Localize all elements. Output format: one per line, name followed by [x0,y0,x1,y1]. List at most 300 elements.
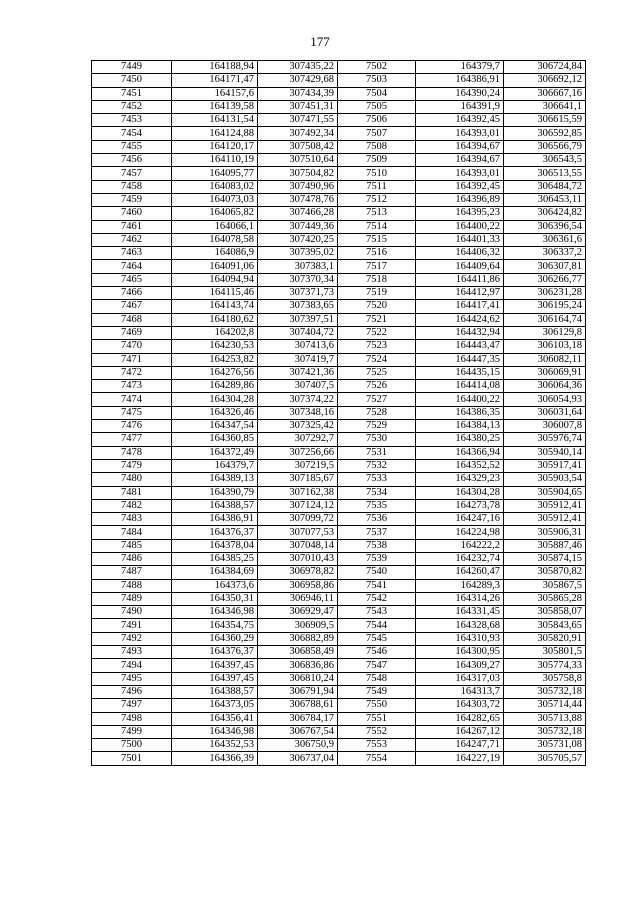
y-coordinate-cell: 305858,07 [504,606,586,619]
y-coordinate-cell: 305870,82 [504,566,586,579]
point-number-cell: 7476 [92,420,172,433]
point-number-cell: 7487 [92,566,172,579]
point-number-cell: 7482 [92,499,172,512]
y-coordinate-cell: 306788,61 [258,699,338,712]
x-coordinate-cell: 164373,6 [172,579,258,592]
y-coordinate-cell: 307077,53 [258,526,338,539]
y-coordinate-cell: 306767,54 [258,725,338,738]
x-coordinate-cell: 164376,37 [172,526,258,539]
point-number-cell: 7469 [92,326,172,339]
point-number-cell: 7532 [338,459,416,472]
y-coordinate-cell: 307383,1 [258,260,338,273]
x-coordinate-cell: 164329,23 [416,473,504,486]
table-row [92,233,586,246]
y-coordinate-cell: 307256,66 [258,446,338,459]
x-coordinate-cell: 164401,33 [416,233,504,246]
point-number-cell: 7507 [338,127,416,140]
point-number-cell: 7500 [92,739,172,752]
y-coordinate-cell: 306337,2 [504,247,586,260]
y-coordinate-cell: 307504,82 [258,167,338,180]
table-row [92,420,586,433]
y-coordinate-cell: 306031,64 [504,406,586,419]
y-coordinate-cell: 305867,5 [504,579,586,592]
x-coordinate-cell: 164326,46 [172,406,258,419]
table-row [92,100,586,113]
y-coordinate-cell: 307185,67 [258,473,338,486]
point-number-cell: 7503 [338,74,416,87]
y-coordinate-cell: 305903,54 [504,473,586,486]
point-number-cell: 7489 [92,592,172,605]
y-coordinate-cell: 307419,7 [258,353,338,366]
y-coordinate-cell: 305820,91 [504,632,586,645]
x-coordinate-cell: 164409,64 [416,260,504,273]
x-coordinate-cell: 164352,52 [416,459,504,472]
y-coordinate-cell: 305912,41 [504,499,586,512]
x-coordinate-cell: 164386,35 [416,406,504,419]
x-coordinate-cell: 164400,22 [416,393,504,406]
table-row [92,752,586,765]
point-number-cell: 7512 [338,193,416,206]
y-coordinate-cell: 305843,65 [504,619,586,632]
x-coordinate-cell: 164394,67 [416,140,504,153]
x-coordinate-cell: 164276,56 [172,366,258,379]
y-coordinate-cell: 305713,88 [504,712,586,725]
coordinates-table-body [92,61,586,766]
x-coordinate-cell: 164180,62 [172,313,258,326]
point-number-cell: 7483 [92,513,172,526]
x-coordinate-cell: 164346,98 [172,725,258,738]
y-coordinate-cell: 306129,8 [504,326,586,339]
point-number-cell: 7495 [92,672,172,685]
x-coordinate-cell: 164078,58 [172,233,258,246]
point-number-cell: 7511 [338,180,416,193]
x-coordinate-cell: 164120,17 [172,140,258,153]
y-coordinate-cell: 306266,77 [504,273,586,286]
point-number-cell: 7504 [338,87,416,100]
x-coordinate-cell: 164380,25 [416,433,504,446]
x-coordinate-cell: 164066,1 [172,220,258,233]
x-coordinate-cell: 164376,37 [172,646,258,659]
point-number-cell: 7553 [338,739,416,752]
point-number-cell: 7541 [338,579,416,592]
y-coordinate-cell: 306164,74 [504,313,586,326]
x-coordinate-cell: 164094,94 [172,273,258,286]
point-number-cell: 7551 [338,712,416,725]
point-number-cell: 7467 [92,300,172,313]
x-coordinate-cell: 164352,53 [172,739,258,752]
x-coordinate-cell: 164412,97 [416,287,504,300]
point-number-cell: 7539 [338,552,416,565]
table-row [92,672,586,685]
point-number-cell: 7508 [338,140,416,153]
x-coordinate-cell: 164346,98 [172,606,258,619]
point-number-cell: 7545 [338,632,416,645]
point-number-cell: 7549 [338,685,416,698]
table-row [92,326,586,339]
point-number-cell: 7506 [338,114,416,127]
point-number-cell: 7498 [92,712,172,725]
y-coordinate-cell: 307395,02 [258,247,338,260]
x-coordinate-cell: 164397,45 [172,659,258,672]
x-coordinate-cell: 164394,67 [416,154,504,167]
x-coordinate-cell: 164073,03 [172,193,258,206]
y-coordinate-cell: 305917,41 [504,459,586,472]
y-coordinate-cell: 305732,18 [504,685,586,698]
page-number: 177 [310,34,330,49]
point-number-cell: 7515 [338,233,416,246]
y-coordinate-cell: 306641,1 [504,100,586,113]
point-number-cell: 7453 [92,114,172,127]
y-coordinate-cell: 306667,16 [504,87,586,100]
point-number-cell: 7526 [338,380,416,393]
x-coordinate-cell: 164396,89 [416,193,504,206]
point-number-cell: 7479 [92,459,172,472]
x-coordinate-cell: 164282,65 [416,712,504,725]
table-row [92,566,586,579]
table-row [92,380,586,393]
y-coordinate-cell: 306103,18 [504,340,586,353]
y-coordinate-cell: 306069,91 [504,366,586,379]
x-coordinate-cell: 164273,78 [416,499,504,512]
table-row [92,739,586,752]
y-coordinate-cell: 306692,12 [504,74,586,87]
table-row [92,393,586,406]
y-coordinate-cell: 307124,12 [258,499,338,512]
x-coordinate-cell: 164388,57 [172,685,258,698]
point-number-cell: 7527 [338,393,416,406]
table-row [92,193,586,206]
y-coordinate-cell: 307508,42 [258,140,338,153]
point-number-cell: 7468 [92,313,172,326]
table-row [92,74,586,87]
point-number-cell: 7473 [92,380,172,393]
table-row [92,140,586,153]
point-number-cell: 7519 [338,287,416,300]
point-number-cell: 7466 [92,287,172,300]
table-row [92,353,586,366]
table-row [92,433,586,446]
y-coordinate-cell: 306882,89 [258,632,338,645]
x-coordinate-cell: 164384,69 [172,566,258,579]
table-row [92,659,586,672]
table-row [92,579,586,592]
y-coordinate-cell: 305801,5 [504,646,586,659]
point-number-cell: 7477 [92,433,172,446]
x-coordinate-cell: 164366,39 [172,752,258,765]
point-number-cell: 7538 [338,539,416,552]
point-number-cell: 7517 [338,260,416,273]
table-row [92,273,586,286]
x-coordinate-cell: 164247,16 [416,513,504,526]
x-coordinate-cell: 164091,06 [172,260,258,273]
point-number-cell: 7543 [338,606,416,619]
x-coordinate-cell: 164379,7 [416,61,504,74]
y-coordinate-cell: 306810,24 [258,672,338,685]
x-coordinate-cell: 164188,94 [172,61,258,74]
point-number-cell: 7547 [338,659,416,672]
x-coordinate-cell: 164414,08 [416,380,504,393]
y-coordinate-cell: 306909,5 [258,619,338,632]
y-coordinate-cell: 307219,5 [258,459,338,472]
y-coordinate-cell: 306929,47 [258,606,338,619]
x-coordinate-cell: 164115,46 [172,287,258,300]
point-number-cell: 7544 [338,619,416,632]
point-number-cell: 7491 [92,619,172,632]
x-coordinate-cell: 164447,35 [416,353,504,366]
x-coordinate-cell: 164086,9 [172,247,258,260]
x-coordinate-cell: 164304,28 [416,486,504,499]
point-number-cell: 7521 [338,313,416,326]
point-number-cell: 7536 [338,513,416,526]
point-number-cell: 7516 [338,247,416,260]
table-row [92,114,586,127]
y-coordinate-cell: 307397,51 [258,313,338,326]
y-coordinate-cell: 305940,14 [504,446,586,459]
x-coordinate-cell: 164171,47 [172,74,258,87]
x-coordinate-cell: 164139,58 [172,100,258,113]
table-row [92,366,586,379]
y-coordinate-cell: 305731,08 [504,739,586,752]
table-row [92,513,586,526]
x-coordinate-cell: 164300,95 [416,646,504,659]
y-coordinate-cell: 307407,5 [258,380,338,393]
x-coordinate-cell: 164356,41 [172,712,258,725]
point-number-cell: 7523 [338,340,416,353]
point-number-cell: 7460 [92,207,172,220]
x-coordinate-cell: 164372,49 [172,446,258,459]
x-coordinate-cell: 164350,31 [172,592,258,605]
point-number-cell: 7456 [92,154,172,167]
table-row [92,207,586,220]
table-row [92,154,586,167]
point-number-cell: 7493 [92,646,172,659]
x-coordinate-cell: 164411,86 [416,273,504,286]
x-coordinate-cell: 164083,02 [172,180,258,193]
point-number-cell: 7525 [338,366,416,379]
y-coordinate-cell: 307374,22 [258,393,338,406]
y-coordinate-cell: 305904,65 [504,486,586,499]
table-row [92,313,586,326]
x-coordinate-cell: 164378,04 [172,539,258,552]
x-coordinate-cell: 164385,25 [172,552,258,565]
y-coordinate-cell: 307490,96 [258,180,338,193]
x-coordinate-cell: 164393,01 [416,127,504,140]
y-coordinate-cell: 306082,11 [504,353,586,366]
x-coordinate-cell: 164260,47 [416,566,504,579]
x-coordinate-cell: 164131,54 [172,114,258,127]
table-row [92,167,586,180]
point-number-cell: 7502 [338,61,416,74]
x-coordinate-cell: 164110,19 [172,154,258,167]
point-number-cell: 7464 [92,260,172,273]
x-coordinate-cell: 164393,01 [416,167,504,180]
x-coordinate-cell: 164391,9 [416,100,504,113]
point-number-cell: 7540 [338,566,416,579]
table-row [92,287,586,300]
point-number-cell: 7510 [338,167,416,180]
point-number-cell: 7548 [338,672,416,685]
y-coordinate-cell: 306513,55 [504,167,586,180]
y-coordinate-cell: 307492,34 [258,127,338,140]
y-coordinate-cell: 307404,72 [258,326,338,339]
y-coordinate-cell: 306307,81 [504,260,586,273]
x-coordinate-cell: 164227,19 [416,752,504,765]
x-coordinate-cell: 164289,3 [416,579,504,592]
y-coordinate-cell: 305912,41 [504,513,586,526]
point-number-cell: 7496 [92,685,172,698]
table-row [92,619,586,632]
y-coordinate-cell: 306978,82 [258,566,338,579]
y-coordinate-cell: 307451,31 [258,100,338,113]
point-number-cell: 7481 [92,486,172,499]
y-coordinate-cell: 307420,25 [258,233,338,246]
y-coordinate-cell: 305732,18 [504,725,586,738]
y-coordinate-cell: 306361,6 [504,233,586,246]
point-number-cell: 7459 [92,193,172,206]
y-coordinate-cell: 306858,49 [258,646,338,659]
y-coordinate-cell: 306424,82 [504,207,586,220]
y-coordinate-cell: 307348,16 [258,406,338,419]
y-coordinate-cell: 306543,5 [504,154,586,167]
point-number-cell: 7461 [92,220,172,233]
y-coordinate-cell: 307325,42 [258,420,338,433]
x-coordinate-cell: 164354,75 [172,619,258,632]
y-coordinate-cell: 305874,15 [504,552,586,565]
point-number-cell: 7458 [92,180,172,193]
y-coordinate-cell: 306453,11 [504,193,586,206]
y-coordinate-cell: 306946,11 [258,592,338,605]
y-coordinate-cell: 306054,93 [504,393,586,406]
y-coordinate-cell: 305865,28 [504,592,586,605]
point-number-cell: 7513 [338,207,416,220]
x-coordinate-cell: 164065,82 [172,207,258,220]
y-coordinate-cell: 307434,39 [258,87,338,100]
x-coordinate-cell: 164143,74 [172,300,258,313]
table-row [92,87,586,100]
x-coordinate-cell: 164360,85 [172,433,258,446]
y-coordinate-cell: 306396,54 [504,220,586,233]
point-number-cell: 7452 [92,100,172,113]
y-coordinate-cell: 305758,8 [504,672,586,685]
table-row [92,220,586,233]
x-coordinate-cell: 164435,15 [416,366,504,379]
x-coordinate-cell: 164379,7 [172,459,258,472]
point-number-cell: 7497 [92,699,172,712]
x-coordinate-cell: 164222,2 [416,539,504,552]
point-number-cell: 7454 [92,127,172,140]
point-number-cell: 7492 [92,632,172,645]
x-coordinate-cell: 164230,53 [172,340,258,353]
x-coordinate-cell: 164392,45 [416,114,504,127]
table-row [92,406,586,419]
point-number-cell: 7546 [338,646,416,659]
x-coordinate-cell: 164424,62 [416,313,504,326]
point-number-cell: 7465 [92,273,172,286]
table-row [92,61,586,74]
y-coordinate-cell: 306784,17 [258,712,338,725]
x-coordinate-cell: 164390,79 [172,486,258,499]
y-coordinate-cell: 305705,57 [504,752,586,765]
x-coordinate-cell: 164384,13 [416,420,504,433]
point-number-cell: 7484 [92,526,172,539]
y-coordinate-cell: 307466,28 [258,207,338,220]
point-number-cell: 7455 [92,140,172,153]
x-coordinate-cell: 164314,26 [416,592,504,605]
y-coordinate-cell: 307048,14 [258,539,338,552]
point-number-cell: 7486 [92,552,172,565]
point-number-cell: 7528 [338,406,416,419]
y-coordinate-cell: 306791,94 [258,685,338,698]
point-number-cell: 7478 [92,446,172,459]
x-coordinate-cell: 164366,94 [416,446,504,459]
y-coordinate-cell: 307292,7 [258,433,338,446]
x-coordinate-cell: 164328,68 [416,619,504,632]
x-coordinate-cell: 164289,86 [172,380,258,393]
point-number-cell: 7529 [338,420,416,433]
table-row [92,592,586,605]
point-number-cell: 7514 [338,220,416,233]
x-coordinate-cell: 164360,29 [172,632,258,645]
y-coordinate-cell: 306592,85 [504,127,586,140]
table-row [92,473,586,486]
y-coordinate-cell: 306737,04 [258,752,338,765]
coordinates-table [91,60,586,766]
point-number-cell: 7524 [338,353,416,366]
table-row [92,646,586,659]
x-coordinate-cell: 164303,72 [416,699,504,712]
y-coordinate-cell: 305906,31 [504,526,586,539]
table-row [92,459,586,472]
point-number-cell: 7462 [92,233,172,246]
point-number-cell: 7533 [338,473,416,486]
y-coordinate-cell: 307471,55 [258,114,338,127]
point-number-cell: 7475 [92,406,172,419]
point-number-cell: 7451 [92,87,172,100]
x-coordinate-cell: 164095,77 [172,167,258,180]
y-coordinate-cell: 307510,64 [258,154,338,167]
point-number-cell: 7552 [338,725,416,738]
point-number-cell: 7542 [338,592,416,605]
table-row [92,499,586,512]
table-row [92,539,586,552]
table-row [92,606,586,619]
point-number-cell: 7480 [92,473,172,486]
y-coordinate-cell: 306064,36 [504,380,586,393]
point-number-cell: 7505 [338,100,416,113]
table-row [92,526,586,539]
x-coordinate-cell: 164417,41 [416,300,504,313]
point-number-cell: 7501 [92,752,172,765]
table-row [92,685,586,698]
point-number-cell: 7470 [92,340,172,353]
y-coordinate-cell: 307449,36 [258,220,338,233]
y-coordinate-cell: 307371,73 [258,287,338,300]
table-row [92,725,586,738]
table-row [92,486,586,499]
y-coordinate-cell: 306566,79 [504,140,586,153]
table-row [92,300,586,313]
y-coordinate-cell: 307421,36 [258,366,338,379]
point-number-cell: 7474 [92,393,172,406]
point-number-cell: 7535 [338,499,416,512]
x-coordinate-cell: 164232,74 [416,552,504,565]
y-coordinate-cell: 305887,46 [504,539,586,552]
point-number-cell: 7490 [92,606,172,619]
x-coordinate-cell: 164267,12 [416,725,504,738]
point-number-cell: 7518 [338,273,416,286]
point-number-cell: 7531 [338,446,416,459]
point-number-cell: 7457 [92,167,172,180]
